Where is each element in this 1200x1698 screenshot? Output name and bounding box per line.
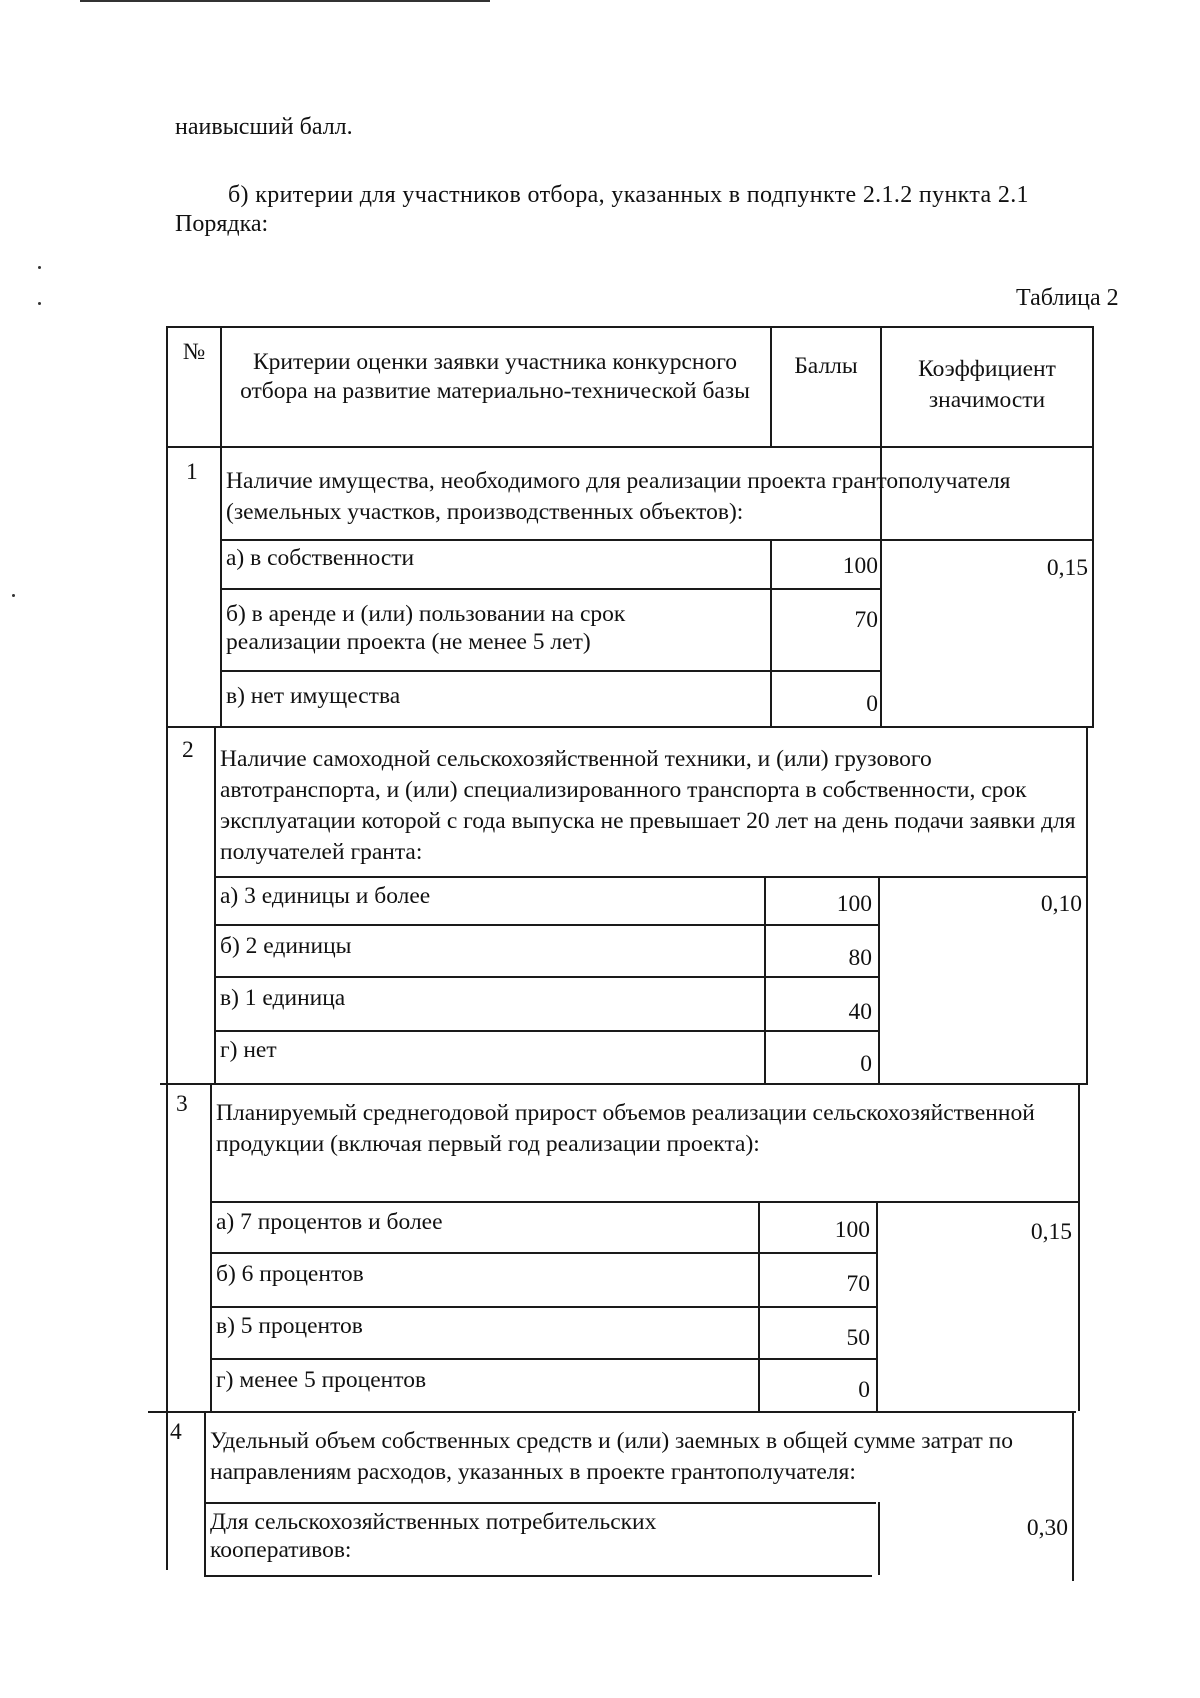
table-rule xyxy=(214,976,880,978)
option-points: 40 xyxy=(848,999,872,1025)
option-points: 50 xyxy=(846,1325,870,1351)
table-rule xyxy=(770,326,772,446)
table-rule xyxy=(166,326,168,1570)
table-rule xyxy=(758,1201,760,1411)
table-rule xyxy=(214,1030,880,1032)
row-number: 4 xyxy=(170,1419,182,1445)
table-rule xyxy=(878,1502,880,1575)
option-label: а) в собственности xyxy=(226,545,415,571)
option-points: 80 xyxy=(848,945,872,971)
table-rule xyxy=(1092,326,1094,726)
criterion-title: Наличие имущества, необходимого для реализации проекта грантополучателя (земельных участков, производственных объектов): xyxy=(226,468,1011,525)
header-number: № xyxy=(182,339,206,365)
table-caption: Таблица 2 xyxy=(1016,285,1119,311)
table-rule xyxy=(210,1201,1078,1203)
option-label: в) 5 процентов xyxy=(216,1313,363,1339)
table-rule xyxy=(204,1411,206,1575)
option-label: б) 6 процентов xyxy=(216,1261,364,1287)
option-label: в) 1 единица xyxy=(220,985,346,1011)
coefficient-value: 0,10 xyxy=(1040,891,1082,917)
header-coefficient: Коэффициент значимости xyxy=(918,356,1056,413)
table-rule xyxy=(220,588,880,590)
option-points: 100 xyxy=(836,891,872,917)
option-points: 100 xyxy=(842,553,878,579)
option-points: 0 xyxy=(860,1051,872,1077)
option-label: Для сельскохозяйственных потребительских кооперативов: xyxy=(210,1509,657,1563)
table-rule xyxy=(1086,726,1088,1083)
table-rule xyxy=(210,1083,212,1411)
table-rule xyxy=(1078,1083,1080,1411)
row-number: 1 xyxy=(186,459,198,485)
table-rule xyxy=(220,670,880,672)
option-points: 100 xyxy=(834,1217,870,1243)
option-points: 70 xyxy=(854,607,878,633)
table-rule xyxy=(770,539,772,726)
table-rule xyxy=(204,1502,876,1504)
table-rule xyxy=(1072,1411,1074,1581)
option-label: в) нет имущества xyxy=(226,683,401,709)
table-rule xyxy=(166,326,1094,328)
table-rule xyxy=(160,1083,1088,1085)
table-rule xyxy=(214,876,1088,878)
table-rule xyxy=(876,1201,878,1411)
coefficient-value: 0,15 xyxy=(1046,555,1088,581)
option-points: 0 xyxy=(858,1377,870,1403)
row-number: 2 xyxy=(182,737,194,763)
table-rule xyxy=(220,326,222,726)
intro-line-2: Порядка: xyxy=(175,211,269,237)
table-rule xyxy=(148,1411,1076,1413)
table-rule xyxy=(166,446,1094,448)
table-rule xyxy=(220,539,1094,541)
option-points: 70 xyxy=(846,1271,870,1297)
option-label: б) 2 единицы xyxy=(220,933,352,959)
header-criteria: Критерии оценки заявки участника конкурсного отбора на развитие материально-технической базы xyxy=(240,349,750,404)
table-rule xyxy=(204,1575,872,1577)
criterion-title: Удельный объем собственных средств и (или) заемных в общей сумме затрат по направлениям расходов, указанных в проекте грантополучателя: xyxy=(210,1428,1013,1485)
table-rule xyxy=(764,876,766,1083)
top-text: наивысший балл. xyxy=(175,114,353,140)
row-number: 3 xyxy=(176,1091,188,1117)
coefficient-value: 0,15 xyxy=(1030,1219,1072,1245)
table-rule xyxy=(166,726,1094,728)
coefficient-value: 0,30 xyxy=(1026,1515,1068,1541)
option-label: а) 3 единицы и более xyxy=(220,883,431,909)
table-rule xyxy=(214,726,216,1083)
criterion-title: Наличие самоходной сельскохозяйственной техники, и (или) грузового автотранспорта, и (или) специализированного транспорта в собственности, срок эксплуатации которой с года выпуска не превышает 20 лет на день подачи заявки для получателей гранта: xyxy=(220,746,1076,865)
criterion-title: Планируемый среднегодовой прирост объемов реализации сельскохозяйственной продукции (включая первый год реализации проекта): xyxy=(216,1100,1035,1157)
option-label: б) в аренде и (или) пользовании на срок реализации проекта (не менее 5 лет) xyxy=(226,601,626,655)
header-points: Баллы xyxy=(794,353,858,379)
option-label: г) нет xyxy=(220,1037,277,1063)
intro-line-1: б) критерии для участников отбора, указанных в подпункте 2.1.2 пункта 2.1 xyxy=(228,182,1029,208)
table-rule xyxy=(878,876,880,1083)
table-rule xyxy=(210,1306,876,1308)
option-label: а) 7 процентов и более xyxy=(216,1209,443,1235)
table-rule xyxy=(210,1252,876,1254)
option-points: 0 xyxy=(866,691,878,717)
table-rule xyxy=(214,924,880,926)
table-rule xyxy=(210,1358,876,1360)
option-label: г) менее 5 процентов xyxy=(216,1367,427,1393)
